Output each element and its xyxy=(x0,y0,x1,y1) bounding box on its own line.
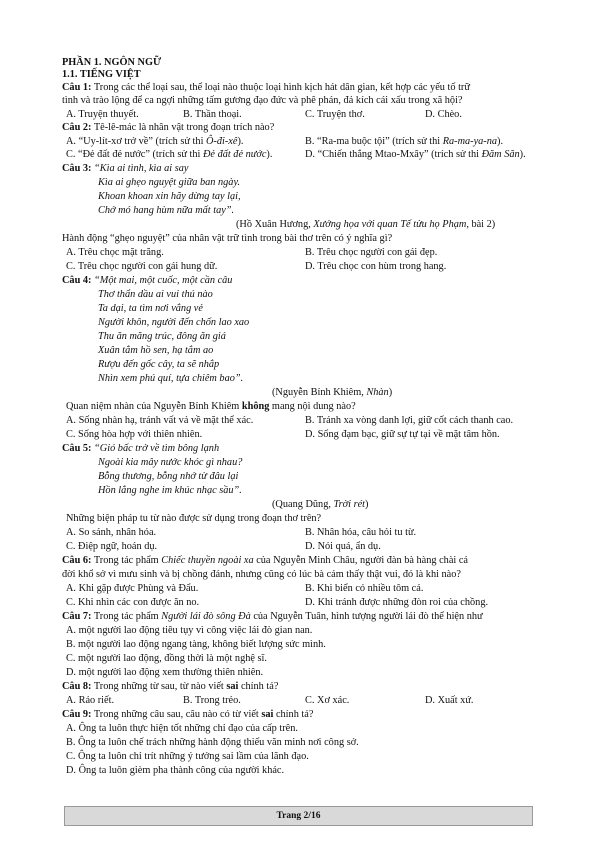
question-label: Câu 2: xyxy=(62,122,92,133)
question-4-prompt: Quan niệm nhàn của Nguyễn Bỉnh Khiêm không mang nội dung nào? xyxy=(66,401,356,412)
question-7-option-d: D. một người lao động xem thường thiên nhiên. xyxy=(66,667,264,678)
poem-line: Rượu đến gốc cây, ta sẽ nhắp xyxy=(98,359,220,370)
question-1-stem: Câu 1: Trong các thể loại sau, thể loại nào thuộc loại hình kịch hát dân gian, kết hợp các yếu tố trữ xyxy=(62,82,470,93)
poem-line: Ta dại, ta tìm nơi vắng vẻ xyxy=(98,303,203,314)
question-1-option-d: D. Chèo. xyxy=(425,109,462,120)
question-3-option-c: C. Trêu chọc người con gái hung dữ. xyxy=(66,261,218,272)
question-3-stem: Câu 3: “Kìa ai tình, kìa ai say xyxy=(62,163,189,174)
question-3-option-a: A. Trêu chọc mặt trăng. xyxy=(66,247,164,258)
question-6-option-a: A. Khi gặp được Phùng và Đẩu. xyxy=(66,583,199,594)
section-heading: 1.1. TIẾNG VIỆT xyxy=(62,69,141,80)
poem-line: Bỗng thương, bỗng nhớ từ đâu lại xyxy=(98,471,239,482)
question-label: Câu 4: xyxy=(62,275,92,286)
question-8-option-c: C. Xơ xác. xyxy=(305,695,350,706)
question-6-option-c: C. Khi nhìn các con được ăn no. xyxy=(66,597,200,608)
question-4-option-a: A. Sống nhàn hạ, tránh vất vả về mặt thể xác. xyxy=(66,415,254,426)
question-6-option-d: D. Khi tránh được những đòn roi của chồng. xyxy=(305,597,489,608)
question-8-option-d: D. Xuất xứ. xyxy=(425,695,474,706)
question-1-option-c: C. Truyện thơ. xyxy=(305,109,365,120)
question-7-stem: Câu 7: Trong tác phẩm Người lái đò sông Đà của Nguyễn Tuân, hình tượng người lái đò thể hiện như xyxy=(62,611,483,622)
question-1-option-b: B. Thần thoại. xyxy=(183,109,242,120)
question-8-stem: Câu 8: Trong những từ sau, từ nào viết sai chính tả? xyxy=(62,681,279,692)
question-2-option-d: D. “Chiến thắng Mtao-Mxây” (trích sử thi Đăm Săn). xyxy=(305,149,526,160)
question-6-option-b: B. Khi biển có nhiều tôm cá. xyxy=(305,583,424,594)
question-3-prompt: Hành động “ghẹo nguyệt” của nhân vật trữ tình trong bài thơ trên có ý nghĩa gì? xyxy=(62,233,393,244)
question-9-option-c: C. Ông ta luôn chỉ trít những ý tưởng sai lầm của lãnh đạo. xyxy=(66,751,309,762)
page-number: Trang 2/16 xyxy=(276,811,321,821)
question-9-stem: Câu 9: Trong những câu sau, câu nào có từ viết sai chính tả? xyxy=(62,709,314,720)
question-2-option-b: B. “Ra-ma buộc tội” (trích sử thi Ra-ma-ya-na). xyxy=(305,136,504,147)
question-7-option-b: B. một người lao động ngang tàng, không biết lượng sức mình. xyxy=(66,639,326,650)
question-1-option-a: A. Truyện thuyết. xyxy=(66,109,139,120)
question-8-option-b: B. Trong trẻo. xyxy=(183,695,241,706)
question-9-option-b: B. Ông ta luôn chế trách những hành động thiếu văn minh nơi công sở. xyxy=(66,737,359,748)
poem-line: Thu ăn măng trúc, đông ăn giá xyxy=(98,331,226,342)
question-5-prompt: Những biện pháp tu từ nào được sử dụng trong đoạn thơ trên? xyxy=(66,513,322,524)
poem-line: Kìa ai ghẹo nguyệt giữa ban ngày. xyxy=(98,177,241,188)
question-label: Câu 7: xyxy=(62,611,92,622)
question-8-option-a: A. Rảo riết. xyxy=(66,695,115,706)
question-label: Câu 5: xyxy=(62,443,92,454)
question-label: Câu 9: xyxy=(62,709,92,720)
question-5-stem: Câu 5: “Gió bấc trở về tìm bông lạnh xyxy=(62,443,220,454)
poem-line: Khoan khoan xin hãy dừng tay lại, xyxy=(98,191,241,202)
poem-line: Thơ thẩn dầu ai vui thú nào xyxy=(98,289,213,300)
source-citation: (Hồ Xuân Hương, Xướng họa với quan Tế tửu họ Phạm, bài 2) xyxy=(236,219,496,230)
question-2-option-c: C. “Đẻ đất đẻ nước” (trích sử thi Đẻ đất đẻ nước). xyxy=(66,149,273,160)
poem-line: Người khôn, người đến chốn lao xao xyxy=(98,317,250,328)
poem-line: Xuân tắm hồ sen, hạ tắm ao xyxy=(98,345,214,356)
poem-line: Chớ mó hang hùm nữa mất tay”. xyxy=(98,205,235,216)
question-9-option-a: A. Ông ta luôn thực hiện tốt những chỉ đạo của cấp trên. xyxy=(66,723,298,734)
question-3-option-d: D. Trêu chọc con hùm trong hang. xyxy=(305,261,447,272)
poem-line: Hồn lắng nghe im khúc nhạc sầu”. xyxy=(98,485,242,496)
question-label: Câu 1: xyxy=(62,82,92,93)
question-5-option-d: D. Nói quá, ẩn dụ. xyxy=(305,541,381,552)
question-4-option-c: C. Sống hòa hợp với thiên nhiên. xyxy=(66,429,203,440)
question-5-option-b: B. Nhân hóa, câu hỏi tu từ. xyxy=(305,527,417,538)
question-label: Câu 6: xyxy=(62,555,92,566)
poem-line: Nhìn xem phú quí, tựa chiêm bao”. xyxy=(98,373,244,384)
question-5-option-a: A. So sánh, nhân hóa. xyxy=(66,527,157,538)
question-4-option-b: B. Tránh xa vòng danh lợi, giữ cốt cách thanh cao. xyxy=(305,415,514,426)
poem-line: Ngoài kia mây nước khóc gì nhau? xyxy=(98,457,243,468)
question-label: Câu 3: xyxy=(62,163,92,174)
question-4-stem: Câu 4: “Một mai, một cuốc, một cần câu xyxy=(62,275,233,286)
page-footer xyxy=(64,806,533,826)
question-2-stem: Câu 2: Tê-lê-mác là nhân vật trong đoạn trích nào? xyxy=(62,122,275,133)
question-label: Câu 8: xyxy=(62,681,92,692)
question-9-option-d: D. Ông ta luôn gièm pha thành công của người khác. xyxy=(66,765,285,776)
question-1-stem-cont: tình và trào lộng để ca ngợi những tấm gương đạo đức và phê phán, đả kích cái xấu trong xã hội? xyxy=(62,95,463,106)
question-7-option-c: C. một người lao động, đồng thời là một nghệ sĩ. xyxy=(66,653,267,664)
source-citation: (Nguyễn Bỉnh Khiêm, Nhàn) xyxy=(272,387,393,398)
question-5-option-c: C. Điệp ngữ, hoán dụ. xyxy=(66,541,158,552)
question-7-option-a: A. một người lao động tiêu tụy vì công việc lái đò gian nan. xyxy=(66,625,313,636)
question-3-option-b: B. Trêu chọc người con gái đẹp. xyxy=(305,247,438,258)
source-citation: (Quang Dũng, Trời rét) xyxy=(272,499,369,510)
question-4-option-d: D. Sống đạm bạc, giữ sự tự tại về mặt tâm hồn. xyxy=(305,429,500,440)
question-6-stem-cont: đời khổ sở vì mưu sinh và bị chồng đánh, nhưng cũng có lúc bà cảm thấy thật vui, đó là khi nào? xyxy=(62,569,461,580)
question-6-stem: Câu 6: Trong tác phẩm Chiếc thuyền ngoài xa của Nguyễn Minh Châu, người đàn bà hàng chài cả xyxy=(62,555,468,566)
question-2-option-a: A. “Uy-lít-xơ trở về” (trích sử thi Ô-đi-xê). xyxy=(66,136,244,147)
part-heading: PHẦN 1. NGÔN NGỮ xyxy=(62,57,162,68)
